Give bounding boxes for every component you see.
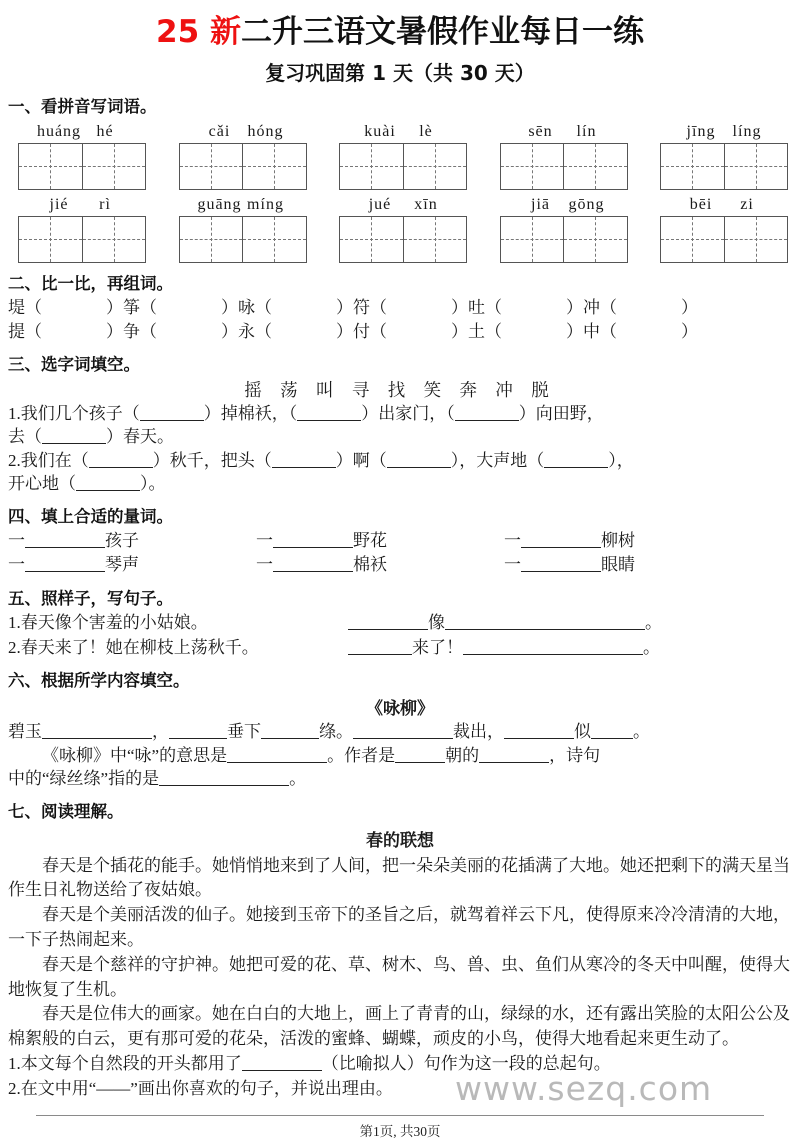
pinyin-cell bbox=[175, 194, 311, 263]
answer-blank[interactable] bbox=[544, 451, 608, 468]
answer-blank[interactable] bbox=[140, 404, 204, 421]
poem-fill-line-1 bbox=[8, 720, 800, 743]
pinyin-cell bbox=[14, 121, 150, 190]
pinyin-label bbox=[496, 194, 632, 215]
question-text: ，诗句 bbox=[549, 745, 601, 765]
section-4-heading: 四、填上合适的量词。 bbox=[8, 506, 173, 526]
page-title bbox=[0, 14, 800, 51]
pinyin-label bbox=[656, 121, 792, 142]
pinyin-row-1 bbox=[0, 121, 800, 190]
question-text: 。 bbox=[289, 769, 307, 789]
pinyin-syllable: jié bbox=[49, 195, 69, 213]
pinyin-cell bbox=[14, 194, 150, 263]
pinyin-syllable: zi bbox=[740, 195, 754, 213]
measure-word-row-1 bbox=[8, 529, 800, 554]
pinyin-label bbox=[14, 194, 150, 215]
poem-text: 裁出， bbox=[453, 722, 504, 742]
passage-paragraph: 春天是位伟大的画家。她在白白的大地上，画上了青青的山，绿绿的水，还有露出笑脸的太阳公公及棉絮般的白云，更有那可爱的花朵，活泼的蜜蜂、蝴蝶，顽皮的小鸟，使得大地看起来更生动了。 bbox=[8, 1004, 790, 1049]
answer-blank[interactable] bbox=[479, 746, 549, 763]
pinyin-syllable: sēn bbox=[528, 122, 553, 140]
compare-char: 咏 bbox=[238, 297, 255, 317]
compare-item[interactable]: 永（ ） bbox=[238, 321, 353, 341]
numeral-one: 一 bbox=[256, 530, 273, 550]
answer-blank[interactable] bbox=[272, 451, 336, 468]
tianzige-cell[interactable] bbox=[340, 144, 403, 189]
question-text: ）出家门，（ bbox=[361, 403, 455, 423]
passage-paragraph: 春天是个慈祥的守护神。她把可爱的花、草、树木、鸟、兽、虫、鱼们从寒冷的冬天中叫醒，使得大地恢复了生机。 bbox=[8, 954, 790, 999]
pinyin-label bbox=[656, 194, 792, 215]
tianzige-grid[interactable] bbox=[339, 216, 467, 263]
pinyin-label bbox=[496, 121, 632, 142]
compare-item[interactable]: 咏（ ） bbox=[238, 297, 353, 317]
numeral-one: 一 bbox=[504, 555, 521, 575]
pinyin-label bbox=[14, 121, 150, 142]
section-2-heading: 二、比一比，再组词。 bbox=[8, 273, 173, 293]
page-footer: 第1页, 共30页 bbox=[359, 1124, 441, 1139]
answer-blank[interactable] bbox=[353, 722, 453, 739]
pinyin-syllable: cǎi bbox=[208, 122, 231, 140]
pinyin-syllable: lín bbox=[576, 122, 597, 140]
pinyin-syllable: rì bbox=[99, 195, 111, 213]
measure-word-item bbox=[8, 553, 256, 578]
question-text: 1.我们几个孩子（ bbox=[8, 403, 140, 423]
poem-question-line-2 bbox=[8, 767, 800, 790]
compare-char: 争 bbox=[123, 321, 140, 341]
compare-char: 中 bbox=[583, 321, 600, 341]
compare-item[interactable]: 吐（ ） bbox=[468, 297, 583, 317]
question-text: ）春天。 bbox=[106, 427, 174, 447]
pinyin-label bbox=[175, 121, 311, 142]
pinyin-syllable: guāng bbox=[197, 195, 242, 213]
noun-text: 琴声 bbox=[105, 555, 139, 575]
poem-question-line-1 bbox=[8, 744, 800, 767]
page-subtitle: 复习巩固第 1 天（共 30 天） bbox=[265, 60, 535, 85]
noun-text: 棉袄 bbox=[353, 555, 387, 575]
tianzige-cell[interactable] bbox=[563, 217, 627, 262]
answer-blank[interactable] bbox=[348, 637, 412, 654]
title-red-part: 25 新 bbox=[156, 14, 241, 50]
pinyin-row-2 bbox=[0, 194, 800, 263]
answer-blank[interactable] bbox=[42, 722, 152, 739]
tianzige-cell[interactable] bbox=[340, 217, 403, 262]
compare-item[interactable]: 付（ ） bbox=[353, 321, 468, 341]
section-6-heading: 六、根据所学内容填空。 bbox=[8, 671, 190, 691]
poem-text: 似 bbox=[574, 722, 591, 742]
compare-item[interactable]: 争（ ） bbox=[123, 321, 238, 341]
reading-question-2: 2.在文中用“——”画出你喜欢的句子，并说出理由。 bbox=[8, 1078, 393, 1098]
tianzige-grid[interactable] bbox=[179, 216, 307, 263]
tianzige-grid[interactable] bbox=[18, 143, 146, 190]
compare-item[interactable]: 中（ ） bbox=[583, 321, 698, 341]
tianzige-cell[interactable] bbox=[403, 217, 467, 262]
pinyin-syllable: jīng bbox=[686, 122, 716, 140]
pinyin-cell bbox=[175, 121, 311, 190]
tianzige-cell[interactable] bbox=[403, 144, 467, 189]
compare-char: 筝 bbox=[123, 297, 140, 317]
sentence-answer-area bbox=[348, 636, 790, 661]
answer-blank[interactable] bbox=[227, 746, 327, 763]
worksheet-page bbox=[0, 14, 800, 1145]
tianzige-grid[interactable] bbox=[660, 143, 788, 190]
footer-divider bbox=[36, 1115, 764, 1116]
tianzige-cell[interactable] bbox=[82, 217, 146, 262]
pinyin-cell bbox=[496, 121, 632, 190]
answer-blank[interactable] bbox=[521, 555, 601, 572]
section-3-question-1-cont bbox=[8, 425, 800, 448]
answer-blank[interactable] bbox=[242, 1054, 322, 1071]
passage-title: 春的联想 bbox=[366, 830, 434, 851]
poem-text: 绦。 bbox=[319, 722, 353, 742]
question-text: ）。 bbox=[140, 474, 166, 494]
answer-blank[interactable] bbox=[395, 746, 445, 763]
pinyin-cell bbox=[496, 194, 632, 263]
example-sentence: 2.春天来了！她在柳枝上荡秋千。 bbox=[8, 637, 259, 657]
question-text: ），大声地（ bbox=[450, 450, 545, 470]
tianzige-cell[interactable] bbox=[501, 217, 564, 262]
question-text: 朝的 bbox=[445, 745, 480, 765]
compare-item[interactable]: 筝（ ） bbox=[123, 297, 238, 317]
numeral-one: 一 bbox=[256, 555, 273, 575]
noun-text: 眼睛 bbox=[601, 555, 635, 575]
answer-blank[interactable] bbox=[504, 722, 574, 739]
pinyin-label bbox=[335, 121, 471, 142]
tianzige-cell[interactable] bbox=[180, 144, 243, 189]
compare-char: 永 bbox=[238, 321, 255, 341]
pinyin-label bbox=[335, 194, 471, 215]
poem-text: 碧玉 bbox=[8, 722, 42, 742]
question-text: 开心地（ bbox=[8, 474, 76, 494]
question-text: 2.我们在（ bbox=[8, 450, 89, 470]
tianzige-cell[interactable] bbox=[242, 217, 306, 262]
answer-blank[interactable] bbox=[273, 531, 353, 548]
tianzige-cell[interactable] bbox=[724, 217, 788, 262]
poem-text: ， bbox=[152, 722, 169, 742]
title-black-part: 二升三语文暑假作业每日一练 bbox=[240, 14, 644, 50]
sentence-answer-area bbox=[348, 611, 790, 636]
compare-char: 符 bbox=[353, 297, 370, 317]
tianzige-cell[interactable] bbox=[19, 144, 82, 189]
reading-question-1 bbox=[8, 1052, 790, 1077]
pinyin-cell bbox=[656, 194, 792, 263]
measure-word-item bbox=[256, 529, 504, 554]
section-3-question-2-cont bbox=[8, 472, 800, 495]
answer-blank[interactable] bbox=[348, 613, 428, 630]
compare-item[interactable]: 符（ ） bbox=[353, 297, 468, 317]
numeral-one: 一 bbox=[504, 530, 521, 550]
pinyin-syllable: xīn bbox=[414, 195, 438, 213]
passage-paragraph: 春天是个美丽活泼的仙子。她接到玉帝下的圣旨之后，就驾着祥云下凡，使得原来冷冷清清的大地，一下子热闹起来。 bbox=[8, 905, 790, 949]
compare-char: 土 bbox=[468, 321, 485, 341]
tianzige-cell[interactable] bbox=[563, 144, 627, 189]
tianzige-grid[interactable] bbox=[339, 143, 467, 190]
section-5-question-1 bbox=[8, 611, 800, 636]
question-text: 去（ bbox=[8, 427, 42, 447]
pinyin-syllable: kuài bbox=[364, 122, 396, 140]
compare-char: 冲 bbox=[583, 297, 600, 317]
poem-title: 《咏柳》 bbox=[366, 699, 434, 720]
tianzige-grid[interactable] bbox=[660, 216, 788, 263]
noun-text: 柳树 bbox=[601, 530, 635, 550]
numeral-one: 一 bbox=[8, 530, 25, 550]
pinyin-cell bbox=[335, 194, 471, 263]
answer-blank[interactable] bbox=[387, 451, 451, 468]
compare-item[interactable]: 提（ ） bbox=[8, 321, 123, 341]
tianzige-cell[interactable] bbox=[82, 144, 146, 189]
compare-row-2 bbox=[8, 320, 800, 344]
measure-word-item bbox=[504, 553, 752, 578]
question-text: ）， bbox=[608, 450, 634, 470]
answer-blank[interactable] bbox=[455, 404, 519, 421]
answer-blank[interactable] bbox=[463, 637, 643, 654]
compare-char: 付 bbox=[353, 321, 370, 341]
pinyin-label bbox=[175, 194, 311, 215]
period-mark: 。 bbox=[643, 637, 660, 657]
compare-char: 吐 bbox=[468, 297, 485, 317]
answer-blank[interactable] bbox=[273, 555, 353, 572]
compare-item[interactable]: 堤（ ） bbox=[8, 297, 123, 317]
answer-blank[interactable] bbox=[445, 613, 645, 630]
tianzige-cell[interactable] bbox=[661, 144, 724, 189]
tianzige-cell[interactable] bbox=[180, 217, 243, 262]
question-text: 。作者是 bbox=[327, 745, 396, 765]
tianzige-cell[interactable] bbox=[501, 144, 564, 189]
section-5-heading: 五、照样子，写句子。 bbox=[8, 588, 173, 608]
pinyin-syllable: huáng bbox=[36, 122, 82, 140]
tianzige-grid[interactable] bbox=[500, 143, 628, 190]
numeral-one: 一 bbox=[8, 555, 25, 575]
question-text: 《咏柳》中“咏”的意思是 bbox=[42, 745, 228, 765]
tianzige-cell[interactable] bbox=[242, 144, 306, 189]
noun-text: 孩子 bbox=[105, 530, 139, 550]
compare-row-1 bbox=[8, 296, 800, 320]
tianzige-cell[interactable] bbox=[19, 217, 82, 262]
poem-text: 垂下 bbox=[227, 722, 261, 742]
poem-text: 。 bbox=[633, 722, 650, 742]
pattern-word: 像 bbox=[428, 612, 445, 632]
section-5-question-2 bbox=[8, 636, 800, 661]
pinyin-cell bbox=[656, 121, 792, 190]
period-mark: 。 bbox=[645, 612, 662, 632]
example-sentence: 1.春天像个害羞的小姑娘。 bbox=[8, 612, 208, 632]
pinyin-syllable: jiā bbox=[531, 195, 550, 213]
answer-blank[interactable] bbox=[591, 722, 633, 739]
answer-blank[interactable] bbox=[25, 555, 105, 572]
compare-item[interactable]: 冲（ ） bbox=[583, 297, 698, 317]
tianzige-cell[interactable] bbox=[724, 144, 788, 189]
question-text: ）啊（ bbox=[335, 450, 387, 470]
pinyin-syllable: míng bbox=[247, 195, 284, 213]
tianzige-grid[interactable] bbox=[500, 216, 628, 263]
tianzige-grid[interactable] bbox=[179, 143, 307, 190]
question-text: ）秋千，把头（ bbox=[152, 450, 272, 470]
measure-word-item bbox=[504, 529, 752, 554]
question-text: ）向田野， bbox=[518, 403, 604, 423]
tianzige-cell[interactable] bbox=[661, 217, 724, 262]
measure-word-item bbox=[8, 529, 256, 554]
answer-blank[interactable] bbox=[76, 474, 140, 491]
answer-blank[interactable] bbox=[169, 722, 227, 739]
section-3-heading: 三、选字词填空。 bbox=[8, 354, 140, 374]
answer-blank[interactable] bbox=[521, 531, 601, 548]
question-text: 中的“绿丝绦”指的是 bbox=[8, 769, 160, 789]
pinyin-cell bbox=[335, 121, 471, 190]
measure-word-row-2 bbox=[8, 553, 800, 578]
site-watermark: www.sezq.com bbox=[455, 1069, 713, 1108]
answer-blank[interactable] bbox=[297, 404, 361, 421]
word-bank: 摇 荡 叫 寻 找 笑 奔 冲 脱 bbox=[244, 379, 556, 400]
noun-text: 野花 bbox=[353, 530, 387, 550]
answer-blank[interactable] bbox=[42, 427, 106, 444]
compare-char: 提 bbox=[8, 321, 25, 341]
answer-blank[interactable] bbox=[89, 451, 153, 468]
compare-char: 堤 bbox=[8, 297, 25, 317]
question-text: 1.本文每个自然段的开头都用了 bbox=[8, 1054, 242, 1074]
question-text: ）掉棉袄，（ bbox=[203, 403, 298, 423]
section-7-heading: 七、阅读理解。 bbox=[8, 801, 124, 821]
measure-word-item bbox=[256, 553, 504, 578]
pinyin-syllable: hé bbox=[96, 122, 114, 140]
answer-blank[interactable] bbox=[159, 769, 289, 786]
question-text: （比喻拟人）句作为这一段的总起句。 bbox=[321, 1054, 611, 1074]
tianzige-grid[interactable] bbox=[18, 216, 146, 263]
pinyin-syllable: hóng bbox=[247, 122, 284, 140]
pinyin-syllable: bēi bbox=[689, 195, 713, 213]
pinyin-syllable: lè bbox=[419, 122, 433, 140]
answer-blank[interactable] bbox=[261, 722, 319, 739]
section-3-question-2 bbox=[8, 449, 800, 472]
compare-item[interactable]: 土（ ） bbox=[468, 321, 583, 341]
passage-paragraph: 春天是个插花的能手。她悄悄地来到了人间，把一朵朵美丽的花插满了大地。她还把剩下的满天星当作生日礼物送给了夜姑娘。 bbox=[8, 855, 790, 900]
pinyin-syllable: líng bbox=[732, 122, 762, 140]
pattern-word: 来了！ bbox=[412, 637, 463, 657]
pinyin-syllable: jué bbox=[368, 195, 392, 213]
answer-blank[interactable] bbox=[25, 531, 105, 548]
pinyin-syllable: gōng bbox=[568, 195, 605, 213]
section-3-question-1 bbox=[8, 402, 800, 425]
section-1-heading: 一、看拼音写词语。 bbox=[8, 96, 157, 116]
